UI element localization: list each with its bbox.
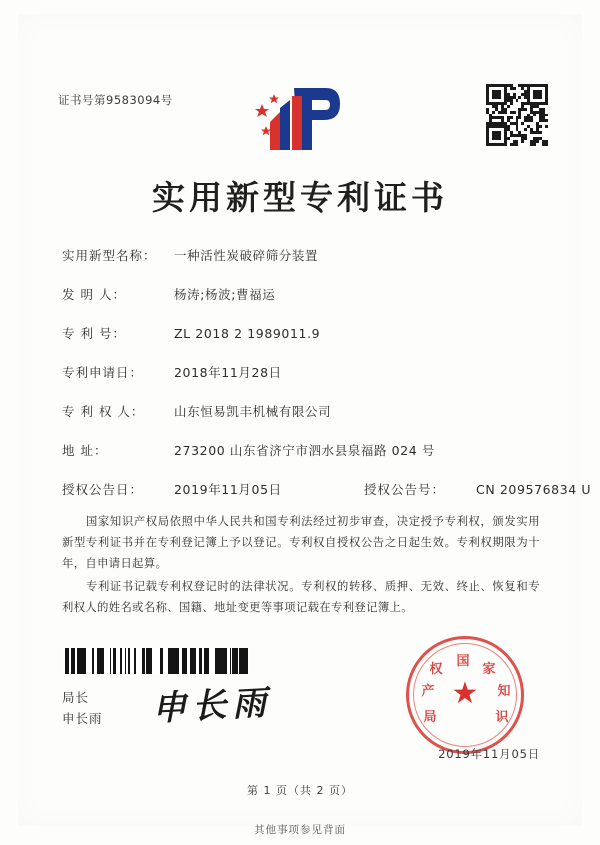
seal-char: 局 — [423, 710, 437, 725]
field-label: 实用新型名称： — [62, 248, 157, 263]
field-row-application-date — [62, 363, 540, 381]
field-row-patent-number — [62, 324, 540, 342]
seal-char: 识 — [495, 710, 509, 725]
certificate-number: 证书号第9583094号 — [58, 93, 173, 107]
field-value: 2018年11月28日 — [174, 365, 282, 380]
seal-date: 2019年11月05日 — [438, 747, 540, 761]
field-label: 专 利 号： — [62, 326, 126, 341]
field-row-grant — [62, 480, 592, 498]
barcode-icon — [62, 648, 250, 674]
field-value: 273200 山东省济宁市泗水县泉福路 024 号 — [174, 443, 435, 458]
field-value: 山东恒易凯丰机械有限公司 — [174, 404, 332, 419]
grant-date-label: 授权公告日： — [62, 482, 144, 497]
page-number: 第 1 页（共 2 页） — [247, 784, 353, 797]
director-block — [62, 688, 103, 729]
seal-char: 家 — [482, 662, 496, 677]
field-row-name — [62, 246, 540, 264]
star-icon: ★ — [451, 675, 479, 711]
grant-number-value: CN 209576834 U — [476, 482, 592, 497]
official-seal — [406, 636, 524, 754]
field-value: ZL 2018 2 1989011.9 — [174, 326, 321, 341]
field-value: 杨涛;杨波;曹福运 — [174, 287, 276, 302]
director-label: 局长 — [62, 690, 90, 705]
field-row-inventor — [62, 285, 540, 303]
seal-char: 权 — [429, 662, 443, 677]
seal-char: 产 — [421, 684, 435, 699]
legal-paragraph-2: 专利证书记载专利权登记时的法律状况。专利权的转移、质押、无效、终止、恢复和专利权人的姓名或名称、国籍、地址变更等事项记载在专利登记簿上。 — [62, 579, 540, 614]
seal-char: 国 — [456, 654, 470, 669]
field-row-address — [62, 441, 540, 459]
field-list — [62, 246, 592, 519]
legal-paragraph-1: 国家知识产权局依照中华人民共和国专利法经过初步审查，决定授予专利权，颁发实用新型专利证书并在专利登记簿上予以登记。专利权自授权公告之日起生效。专利权期限为十年，自申请日起算。 — [62, 515, 540, 570]
field-label: 专 利 权 人： — [62, 404, 145, 419]
director-name: 申长雨 — [62, 710, 103, 726]
seal-char: 知 — [497, 684, 511, 699]
back-note: 其他事项参见背面 — [254, 824, 346, 836]
patent-office-emblem-icon — [240, 78, 360, 158]
field-row-patentee — [62, 402, 540, 420]
qr-code-icon — [486, 84, 548, 146]
field-label: 发 明 人： — [62, 287, 126, 302]
legal-text — [62, 512, 540, 620]
field-value: 一种活性炭破碎筛分装置 — [174, 248, 319, 263]
page-title: 实用新型专利证书 — [152, 178, 448, 217]
grant-date-value: 2019年11月05日 — [174, 482, 282, 497]
field-label: 地 址： — [62, 443, 108, 458]
grant-number-label: 授权公告号： — [364, 482, 446, 497]
handwritten-signature: 申长雨 — [151, 682, 274, 730]
field-label: 专利申请日： — [62, 365, 144, 380]
